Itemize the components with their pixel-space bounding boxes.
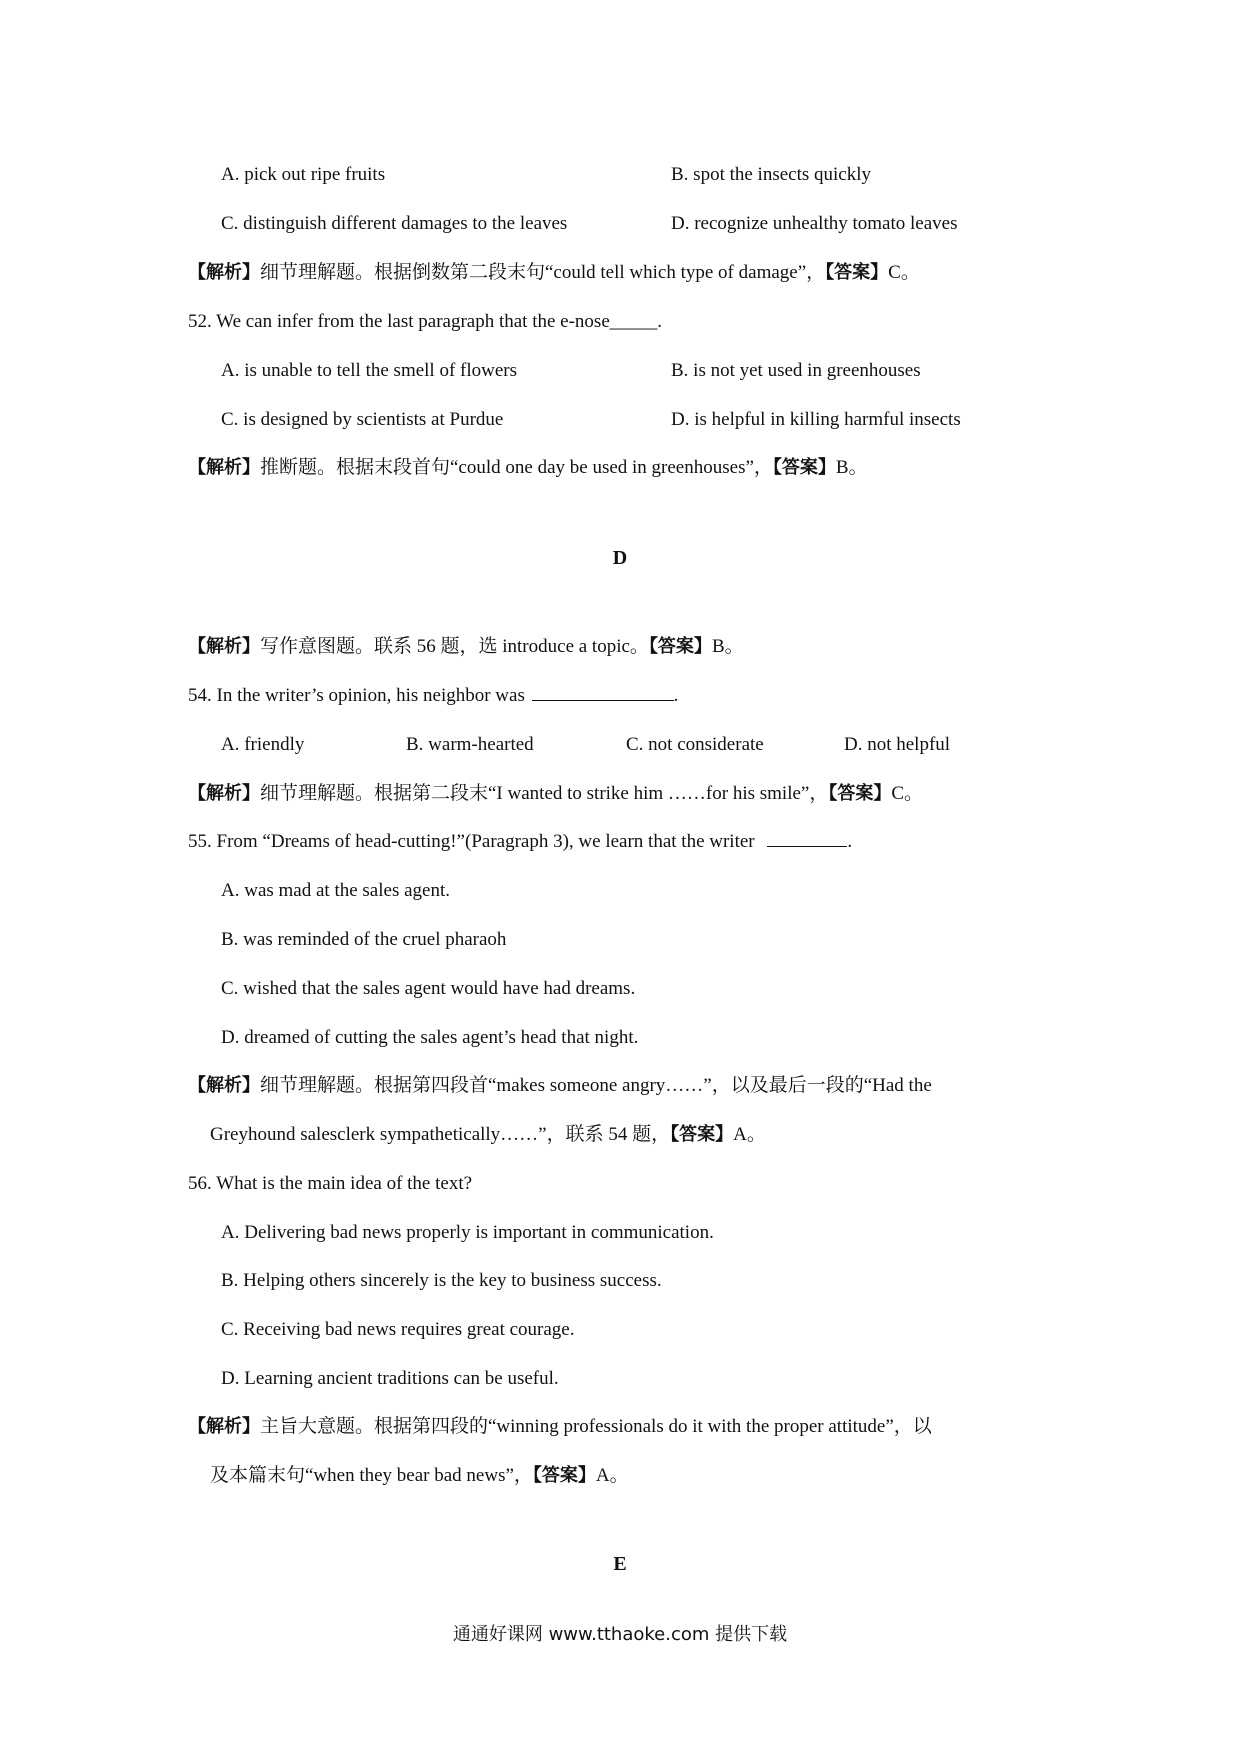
q55-option-b: B. was reminded of the cruel pharaoh [221,929,507,950]
q56-option-d: D. Learning ancient traditions can be useful. [221,1368,559,1389]
q52-explanation [188,457,868,480]
q53-explanation [188,636,744,659]
answer-tag: 【答案】 [532,1465,596,1486]
section-heading-e: E [613,1553,627,1575]
q52-stem: 52. We can infer from the last paragraph that the e-nose_____. [188,311,663,332]
q52-option-a: A. is unable to tell the smell of flowers [221,360,518,381]
q54-stem [188,685,678,708]
q55-option-a: A. was mad at the sales agent. [221,880,450,901]
answer-value: A。 [595,1465,629,1486]
answer-value: A。 [733,1124,766,1145]
q55-option-c: C. wished that the sales agent would have had dreams. [221,978,636,999]
answer-value: B。 [835,457,868,478]
answer-tag: 【答案】 [828,783,892,804]
q55-stem [188,831,852,854]
explanation-text: 推断题。根据末段首句“could one day be used in greenhouses”， [260,457,773,478]
q51-option-c: C. distinguish different damages to the leaves [221,213,568,234]
q56-option-b: B. Helping others sincerely is the key to business success. [221,1270,662,1291]
answer-tag: 【答案】 [670,1124,734,1145]
q55-explanation-line-1 [188,1075,932,1098]
q56-explanation-line-1 [188,1416,932,1439]
q52-option-b: B. is not yet used in greenhouses [671,360,921,381]
q54-option-a: A. friendly [221,734,305,755]
answer-tag: 【答案】 [648,636,712,657]
explanation-tag: 【解析】 [188,262,260,283]
section-heading-d: D [612,547,628,569]
explanation-text: 主旨大意题。根据第四段的“winning professionals do it with the proper attitude”，以 [260,1416,932,1437]
q54-option-c: C. not considerate [626,734,764,755]
q52-option-c: C. is designed by scientists at Purdue [221,409,504,430]
q55-option-d: D. dreamed of cutting the sales agent’s head that night. [221,1027,639,1048]
q51-option-a: A. pick out ripe fruits [221,164,386,185]
q55-explanation-line-2 [210,1124,766,1147]
q55-stem-end: . [847,831,853,852]
answer-tag: 【答案】 [772,457,836,478]
q56-stem: 56. What is the main idea of the text? [188,1173,473,1194]
explanation-text: Greyhound salesclerk sympathetically……”，联系 54 题， [210,1124,671,1145]
q51-option-b: B. spot the insects quickly [671,164,872,185]
q54-stem-text: 54. In the writer’s opinion, his neighbor was [188,685,525,706]
explanation-tag: 【解析】 [188,783,260,804]
q54-option-b: B. warm-hearted [406,734,534,755]
q56-explanation-line-2 [210,1465,629,1488]
answer-blank [767,845,847,847]
explanation-text: 细节理解题。根据第二段末“I wanted to strike him ……for his smile”， [260,783,829,804]
explanation-text: 细节理解题。根据倒数第二段末句“could tell which type of damage”， [260,262,826,283]
q54-explanation [188,783,923,806]
answer-tag: 【答案】 [825,262,889,283]
q51-explanation [188,262,920,285]
q54-stem-end: . [673,685,679,706]
q56-option-c: C. Receiving bad news requires great courage. [221,1319,575,1340]
explanation-text: 写作意图题。联系 56 题，选 introduce a topic。 [260,636,649,657]
explanation-text: 及本篇末句“when they bear bad news”， [210,1465,533,1486]
answer-value: C。 [891,783,924,804]
q54-option-d: D. not helpful [844,734,951,755]
explanation-tag: 【解析】 [188,457,260,478]
explanation-tag: 【解析】 [188,636,260,657]
q56-option-a: A. Delivering bad news properly is important in communication. [221,1222,714,1243]
q52-option-d: D. is helpful in killing harmful insects [671,409,961,430]
explanation-tag: 【解析】 [188,1416,260,1437]
q51-option-d: D. recognize unhealthy tomato leaves [671,213,958,234]
answer-blank [532,699,674,701]
page-footer: 通通好课网 www.tthaoke.com 提供下载 [452,1624,788,1645]
q55-stem-text: 55. From “Dreams of head-cutting!”(Paragraph 3), we learn that the writer [188,831,755,852]
answer-value: C。 [888,262,920,283]
answer-value: B。 [711,636,744,657]
explanation-tag: 【解析】 [188,1075,260,1096]
explanation-text: 细节理解题。根据第四段首“makes someone angry……”，以及最后一段的“Had the [260,1075,932,1096]
